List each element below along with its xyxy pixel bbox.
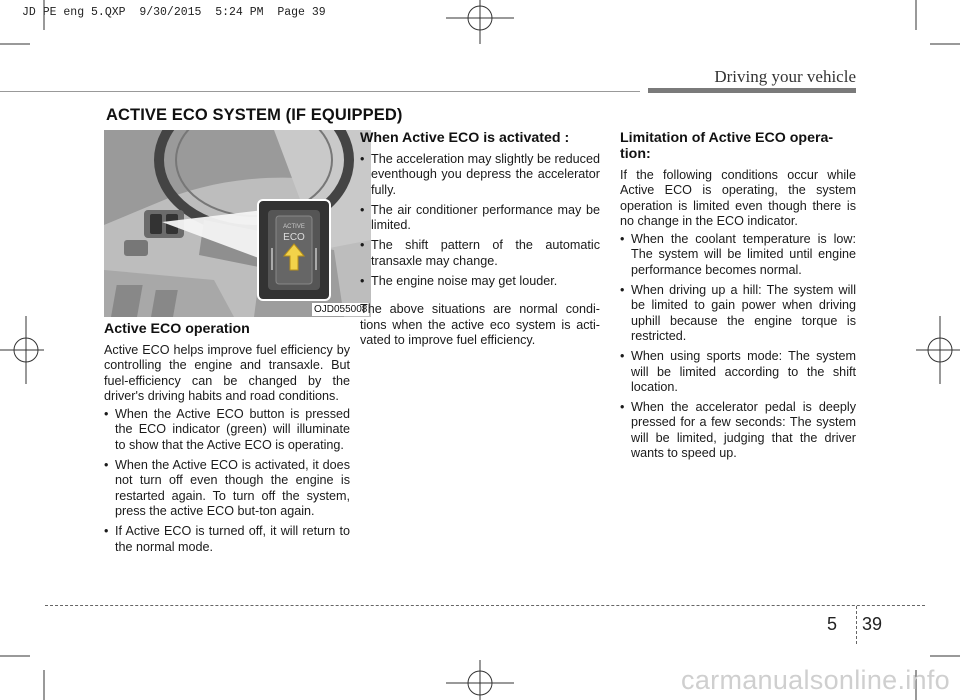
print-slug: JD PE eng 5.QXP 9/30/2015 5:24 PM Page 39 — [22, 6, 326, 19]
page-number-divider — [856, 606, 857, 644]
section-label: Driving your vehicle — [714, 67, 856, 86]
section-title: ACTIVE ECO SYSTEM (IF EQUIPPED) — [106, 106, 403, 124]
list-item: • When the Active ECO button is pressed the ECO indicator (green) will illuminate to show that the Active ECO is operating. — [104, 407, 350, 453]
chapter-number: 5 — [827, 614, 838, 634]
watermark: carmanualsonline.info — [681, 665, 950, 695]
header-rule-accent — [648, 88, 856, 93]
heading-active-eco-operation: Active ECO operation — [104, 321, 250, 337]
header-rule — [0, 91, 640, 92]
heading-when-activated: When Active ECO is activated : — [360, 130, 570, 146]
eco-label: ECO — [283, 232, 305, 243]
list-item: • The acceleration may slightly be reduced eventhough you depress the accelerator fully. — [360, 152, 600, 198]
list-item: • The air conditioner performance may be limited. — [360, 203, 600, 234]
list-item: • The shift pattern of the automatic transaxle may change. — [360, 238, 600, 269]
intro-paragraph: Active ECO helps improve fuel efficiency by controlling the engine and transaxle. But fuel-efficiency can be changed by the driver's driving habits and road conditions. — [104, 343, 350, 403]
active-label: ACTIVE — [283, 224, 305, 230]
list-item: • The engine noise may get louder. — [360, 274, 600, 289]
footer-rule — [45, 605, 925, 606]
list-item: • When driving up a hill: The system will be limited to gain power when driving uphill because the engine torque is restricted. — [620, 283, 856, 344]
list-item: • When the accelerator pedal is deeply pressed for a few seconds: The system will be limited, judging that the driver wants to speed up. — [620, 400, 856, 461]
heading-limitation: Limitation of Active ECO opera-tion: — [620, 130, 834, 162]
list-item: • When the coolant temperature is low: The system will be limited until engine performance becomes normal. — [620, 232, 856, 278]
list-item: • When using sports mode: The system will be limited according to the shift location. — [620, 349, 856, 395]
list-item: • When the Active ECO is activated, it does not turn off even though the engine is restarted again. To turn off the system, press the active ECO but-ton again. — [104, 458, 350, 519]
bullet-list — [620, 232, 856, 461]
note-paragraph: The above situations are normal condi-tions when the active eco system is acti-vated to improve fuel efficiency. — [360, 302, 600, 347]
bullet-list — [360, 152, 600, 289]
column-active-eco-operation — [104, 321, 350, 560]
dashboard-illustration — [104, 130, 371, 317]
column-when-activated — [360, 130, 600, 351]
column-limitation — [620, 130, 856, 466]
page-number: 39 — [862, 614, 883, 634]
intro-paragraph: If the following conditions occur while Active ECO is operating, the system operation is limited even though there is no change in the ECO indicator. — [620, 168, 856, 228]
bullet-list — [104, 407, 350, 555]
list-item: • If Active ECO is turned off, it will return to the normal mode. — [104, 524, 350, 555]
figure-code: OJD055008 — [314, 304, 368, 315]
